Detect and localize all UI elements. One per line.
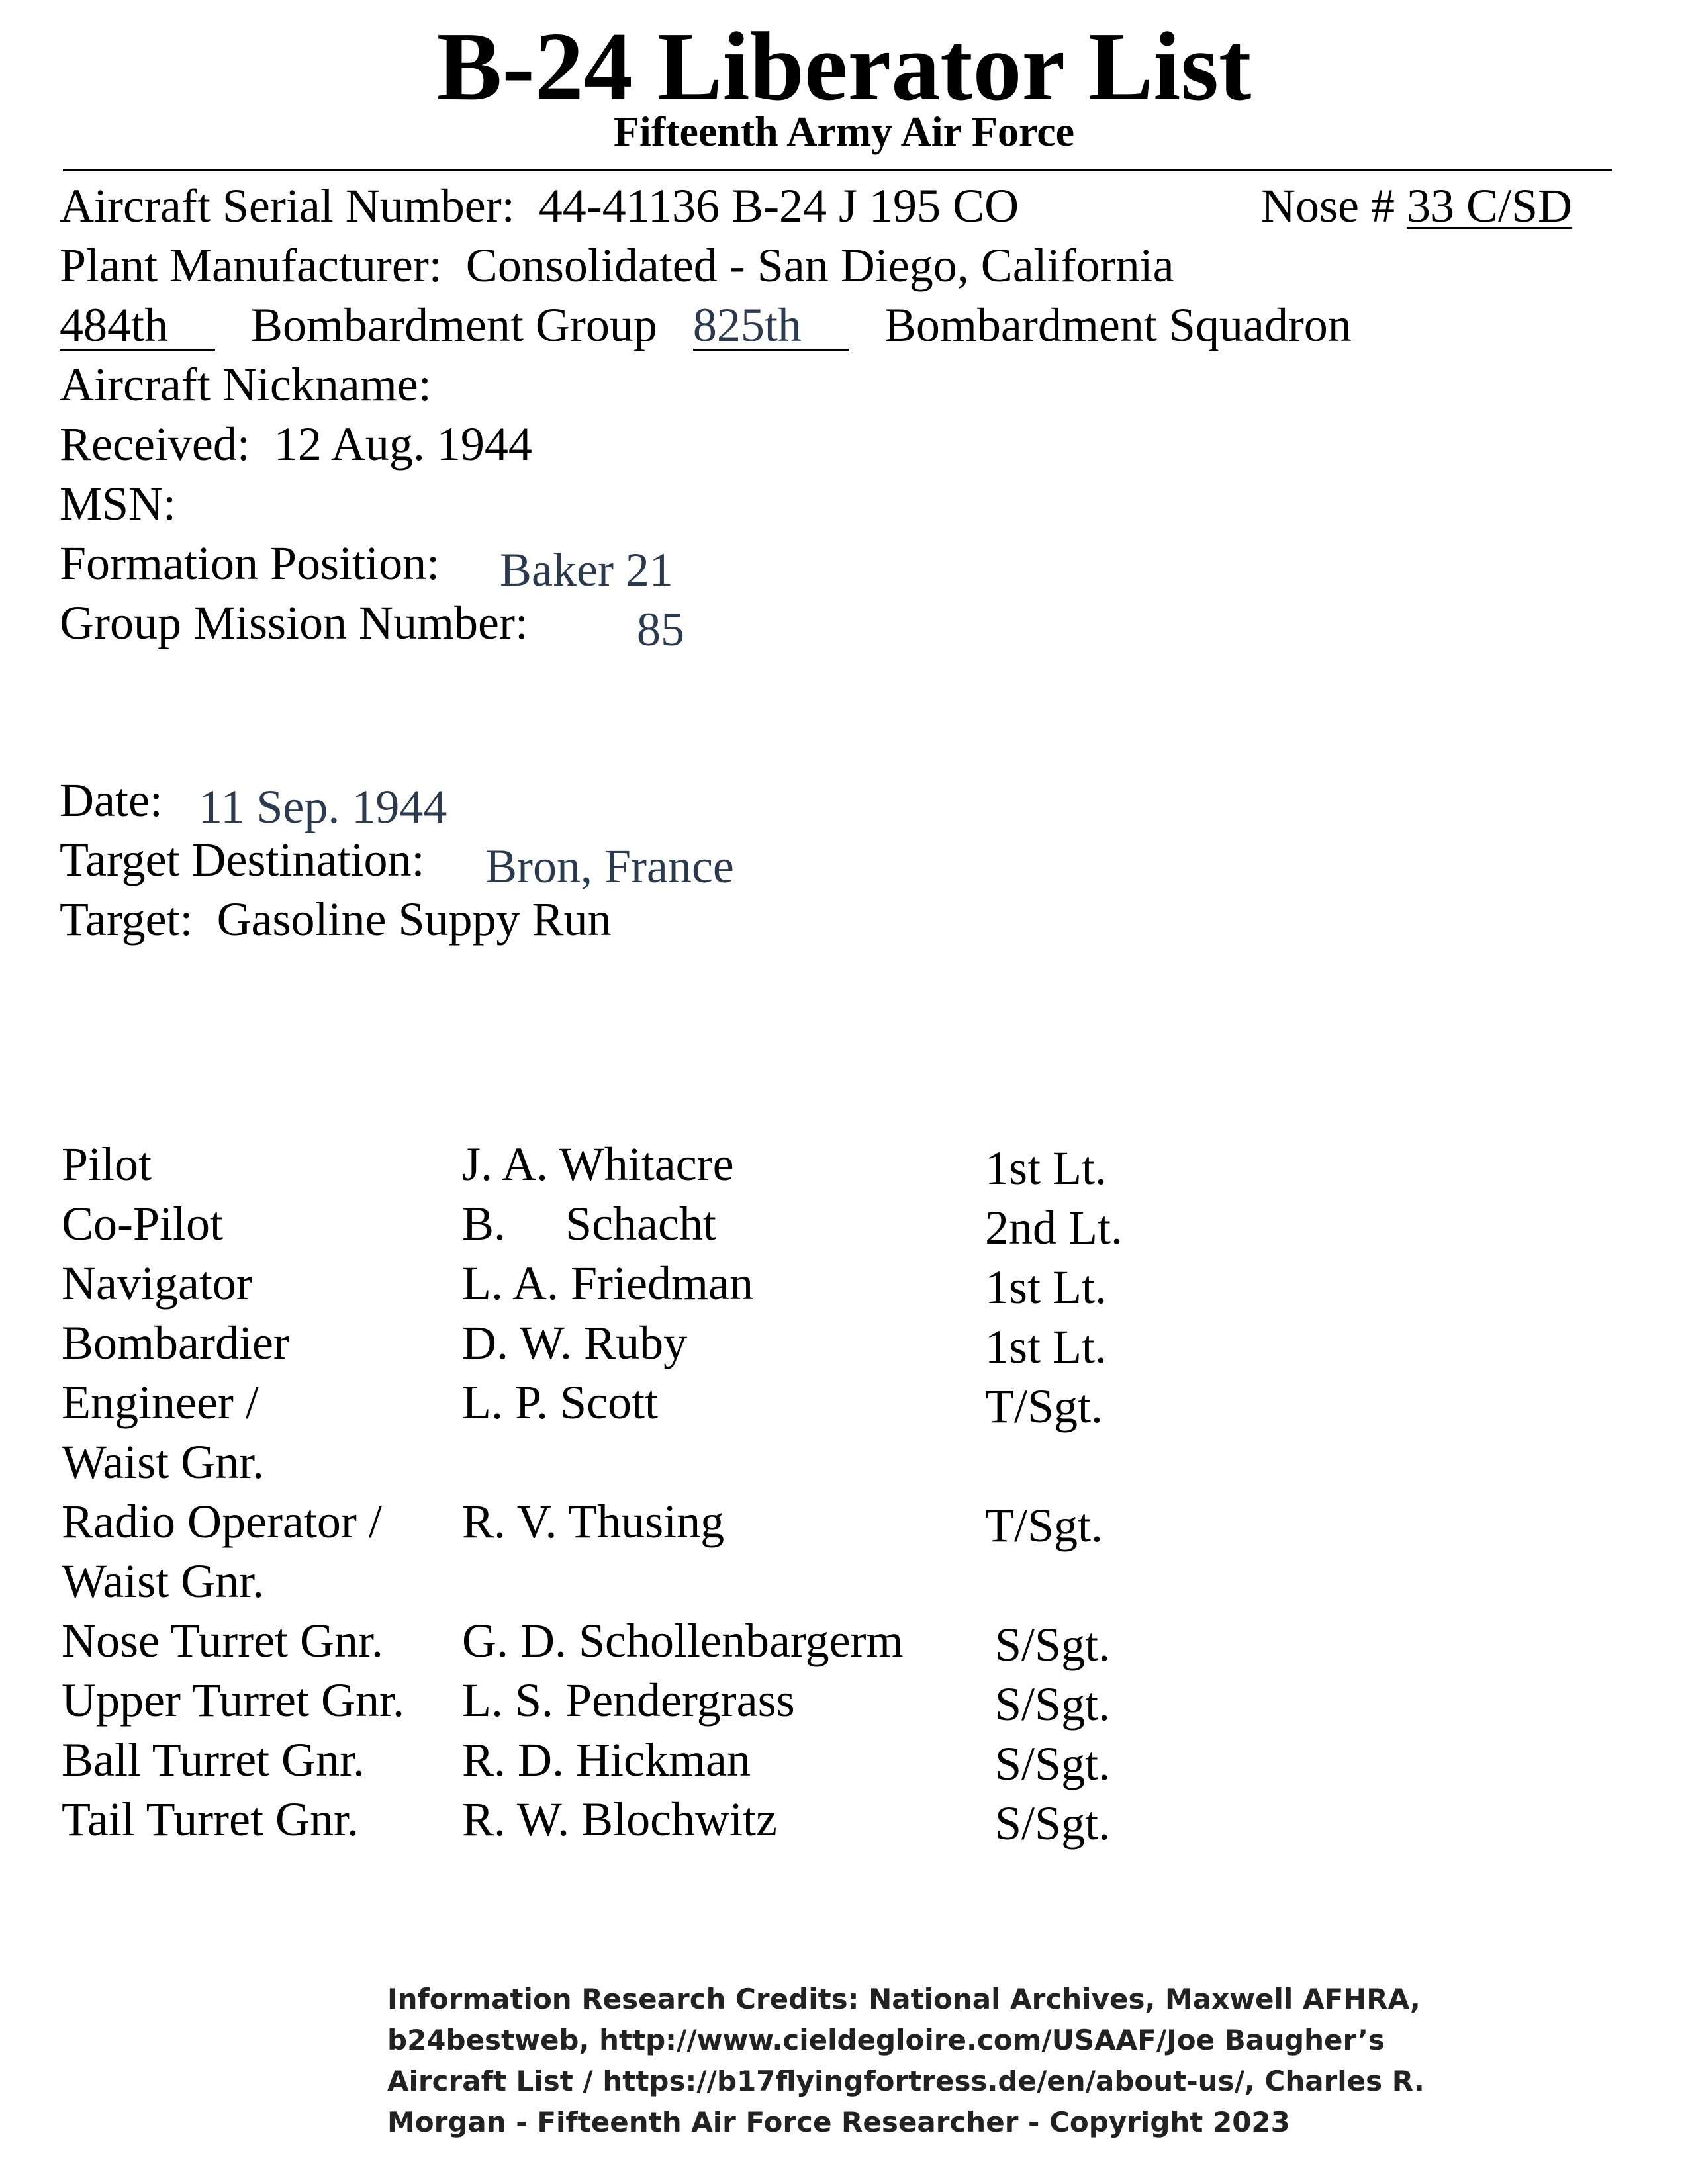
serial-value: 44-41136 B-24 J 195 CO [538,179,1019,232]
group-value: 484th [60,301,215,351]
crew-position: Ball Turret Gnr. [62,1733,365,1786]
target-value: Gasoline Suppy Run [216,893,612,946]
crew-name: R. W. Blochwitz [462,1793,778,1846]
crew-rank: 1st Lt. [985,1320,1107,1373]
crew-rank: S/Sgt. [995,1737,1111,1790]
target-row [60,893,612,946]
crew-position: Tail Turret Gnr. [62,1793,359,1846]
date-label: Date: [60,774,163,827]
crew-rank: T/Sgt. [985,1499,1103,1552]
crew-rank: S/Sgt. [995,1618,1111,1671]
plant-row [60,240,1174,292]
received-label: Received: [60,418,250,471]
crew-name: R. D. Hickman [462,1733,751,1786]
crew-position: Navigator [62,1257,252,1310]
crew-name: L. A. Friedman [462,1257,753,1310]
mission-number-label: Group Mission Number: [60,596,528,649]
crew-position: Co-Pilot [62,1197,224,1250]
formation-value: Baker 21 [500,543,673,596]
crew-name: G. D. Schollenbargerm [462,1614,904,1667]
research-credits [387,1979,1425,2143]
crew-name: R. V. Thusing [462,1495,725,1548]
date-value: 11 Sep. 1944 [199,780,447,833]
squadron-value: 825th [693,301,849,351]
nose-value: 33 C/SD [1406,179,1573,232]
crew-position: Radio Operator / [62,1495,382,1548]
destination-label: Target Destination: [60,833,425,886]
header-divider [63,169,1612,171]
crew-name: D. W. Ruby [462,1316,688,1369]
plant-value: Consolidated - San Diego, California [465,239,1174,292]
credits-line: Information Research Credits: National Archives, Maxwell AFHRA, [387,1983,1421,2015]
received-value: 12 Aug. 1944 [273,418,532,471]
nose-label: Nose # [1261,179,1395,232]
unit-row [60,299,1352,351]
crew-rank: 1st Lt. [985,1261,1107,1314]
squadron-label: Bombardment Squadron [884,298,1352,351]
crew-position-line2: Waist Gnr. [62,1435,265,1488]
crew-name: L. S. Pendergrass [462,1674,795,1727]
page-title: B-24 Liberator List [436,13,1252,121]
plant-label: Plant Manufacturer: [60,239,442,292]
msn-label: MSN: [60,477,177,530]
serial-label: Aircraft Serial Number: [60,179,515,232]
crew-position: Engineer / [62,1376,259,1429]
page-subtitle: Fifteenth Army Air Force [613,108,1075,155]
mission-number-value: 85 [637,603,684,656]
crew-rank: 2nd Lt. [985,1201,1123,1254]
serial-row [60,180,1019,232]
formation-label: Formation Position: [60,537,440,590]
destination-value: Bron, France [485,840,734,893]
nickname-label: Aircraft Nickname: [60,358,432,411]
crew-position-line2: Waist Gnr. [62,1555,265,1608]
crew-rank: T/Sgt. [985,1380,1103,1433]
crew-name: L. P. Scott [462,1376,659,1429]
crew-position: Nose Turret Gnr. [62,1614,384,1667]
crew-rank: S/Sgt. [995,1797,1111,1850]
crew-rank: S/Sgt. [995,1678,1111,1731]
crew-position: Pilot [62,1138,152,1191]
credits-line: Aircraft List / https://b17flyingfortress.de/en/about-us/, Charles R. [387,2065,1425,2097]
received-row [60,418,532,471]
crew-position: Upper Turret Gnr. [62,1674,404,1727]
crew-position: Bombardier [62,1316,289,1369]
crew-rank: 1st Lt. [985,1142,1107,1195]
credits-line: b24bestweb, http://www.cieldegloire.com/USAAF/Joe Baugher’s [387,2024,1385,2056]
group-label: Bombardment Group [251,298,657,351]
nose-row [1261,180,1572,232]
crew-name: J. A. Whitacre [462,1138,734,1191]
credits-line: Morgan - Fifteenth Air Force Researcher - Copyright 2023 [387,2106,1290,2138]
target-label: Target: [60,893,193,946]
crew-name: B. Schacht [462,1197,716,1250]
